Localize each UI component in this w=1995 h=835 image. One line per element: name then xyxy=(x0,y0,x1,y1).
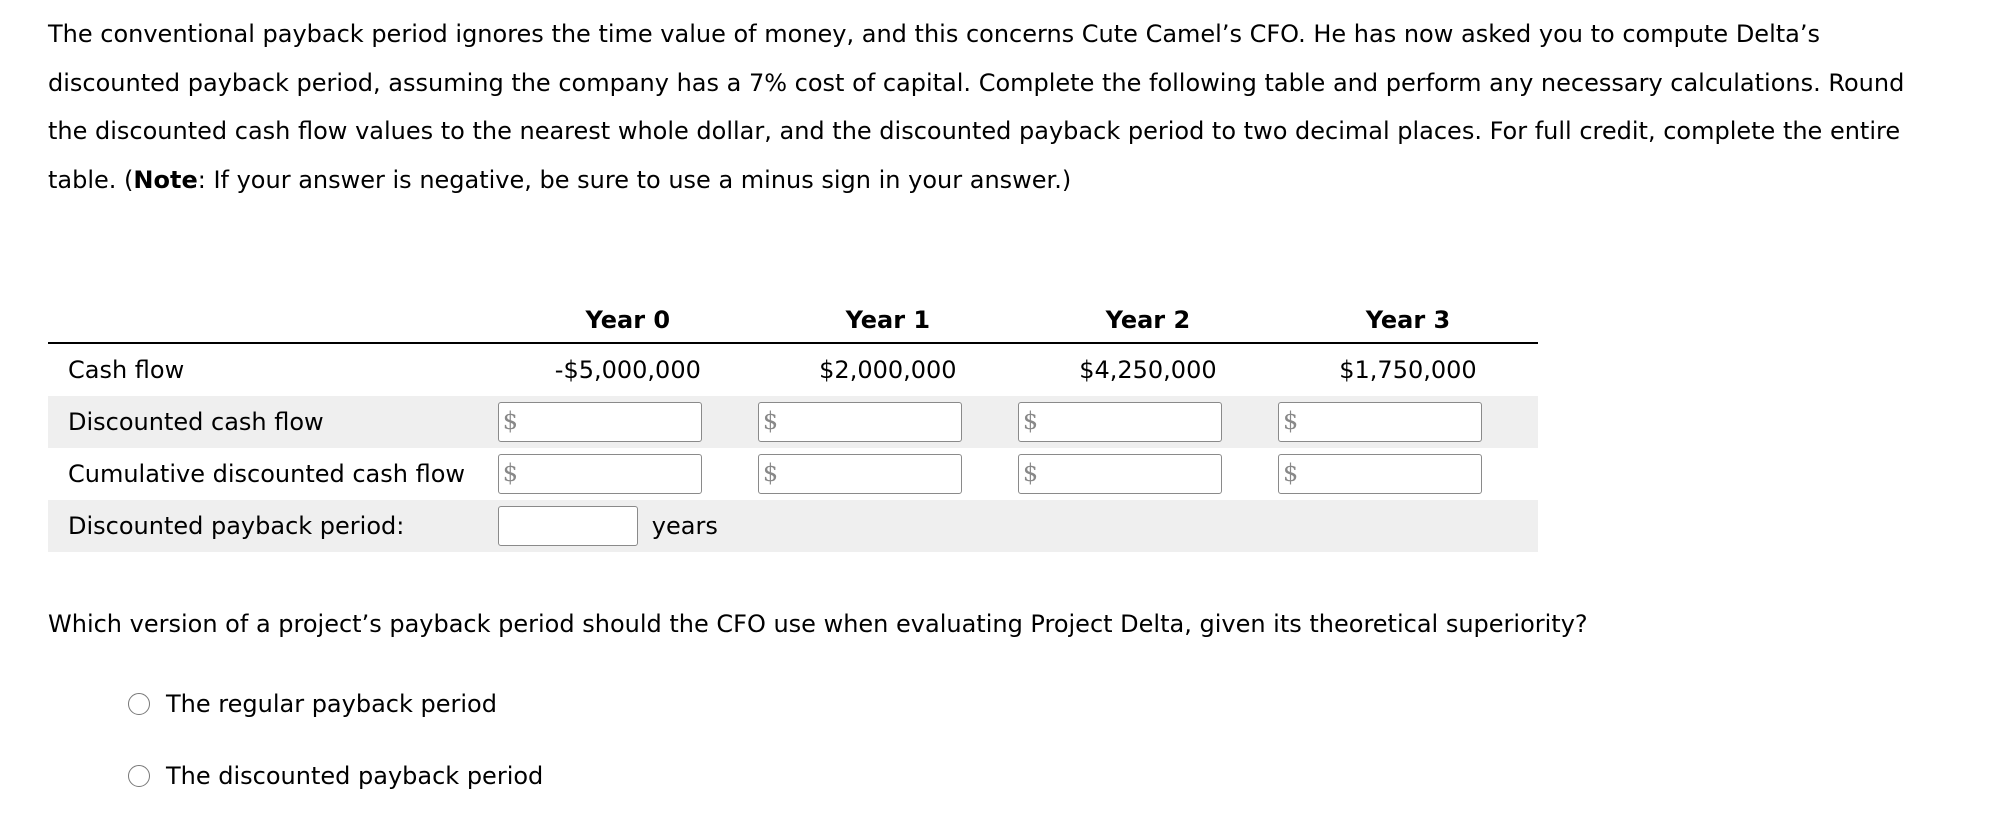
payback-period-row xyxy=(48,500,1538,552)
discounted-cf-year-0-input[interactable] xyxy=(498,402,702,442)
cumulative-cash-flow-row xyxy=(48,448,1538,500)
note-bold: Note xyxy=(133,165,198,194)
header-year-1: Year 1 xyxy=(758,298,1018,343)
instructions-text-1: The conventional payback period ignores the time value of money, and this concerns Cute Camel’s CFO. He has now asked you to compute Delta’s discounted payback period, assuming the company has a 7% cost of capital. Complete the following table and perform any necessary calculations. Round the discounted cash flow values to the nearest whole dollar, and the discounted payback period to two decimal places. For full credit, complete the entire table. ( xyxy=(48,20,1905,194)
radio-button-regular[interactable] xyxy=(128,693,150,715)
dollar-sign: $ xyxy=(1282,459,1299,487)
question-text: Which version of a project’s payback period should the CFO use when evaluating Project Delta, given its theoretical superiority? xyxy=(48,610,1588,638)
discounted-cf-year-1-field[interactable] xyxy=(785,405,961,441)
discounted-cf-year-3-input[interactable] xyxy=(1278,402,1482,442)
instructions-text-2: : If your answer is negative, be sure to use a minus sign in your answer.) xyxy=(197,165,1072,194)
discounted-cf-year-1-input[interactable] xyxy=(758,402,962,442)
discounted-cf-year-2-field[interactable] xyxy=(1045,405,1221,441)
cumulative-year-2-input[interactable] xyxy=(1018,454,1222,494)
cash-flow-year-1: $2,000,000 xyxy=(819,356,957,384)
discounted-cf-year-0-field[interactable] xyxy=(525,405,701,441)
cumulative-year-0-field[interactable] xyxy=(525,457,701,493)
years-unit-label: years xyxy=(651,512,718,540)
option-discounted-label: The discounted payback period xyxy=(166,762,544,790)
discounted-cf-year-3-field[interactable] xyxy=(1305,405,1481,441)
option-regular-payback[interactable] xyxy=(128,690,497,718)
cash-flow-year-0: -$5,000,000 xyxy=(554,356,701,384)
cumulative-cash-flow-label: Cumulative discounted cash flow xyxy=(68,460,466,488)
discounted-cash-flow-table xyxy=(48,298,1538,552)
cash-flow-year-2: $4,250,000 xyxy=(1079,356,1217,384)
dollar-sign: $ xyxy=(1282,407,1299,435)
cumulative-year-3-field[interactable] xyxy=(1305,457,1481,493)
header-year-0: Year 0 xyxy=(498,298,758,343)
payback-period-input[interactable] xyxy=(498,506,638,546)
dollar-sign: $ xyxy=(502,407,519,435)
table-header-row xyxy=(48,298,1538,343)
discounted-cash-flow-label: Discounted cash flow xyxy=(48,396,498,448)
discounted-cf-year-2-input[interactable] xyxy=(1018,402,1222,442)
instructions-paragraph xyxy=(48,10,1948,204)
cumulative-year-2-field[interactable] xyxy=(1045,457,1221,493)
header-year-2: Year 2 xyxy=(1018,298,1278,343)
cumulative-year-1-field[interactable] xyxy=(785,457,961,493)
cumulative-year-3-input[interactable] xyxy=(1278,454,1482,494)
cumulative-year-0-input[interactable] xyxy=(498,454,702,494)
cumulative-year-1-input[interactable] xyxy=(758,454,962,494)
radio-button-discounted[interactable] xyxy=(128,765,150,787)
option-regular-label: The regular payback period xyxy=(166,690,497,718)
dollar-sign: $ xyxy=(762,407,779,435)
dollar-sign: $ xyxy=(762,459,779,487)
option-discounted-payback[interactable] xyxy=(128,762,543,790)
header-year-3: Year 3 xyxy=(1278,298,1538,343)
payback-period-label: Discounted payback period: xyxy=(48,500,498,552)
dollar-sign: $ xyxy=(502,459,519,487)
dollar-sign: $ xyxy=(1022,407,1039,435)
cash-flow-label: Cash flow xyxy=(68,356,185,384)
discounted-cash-flow-row xyxy=(48,396,1538,448)
header-blank xyxy=(48,298,498,343)
cash-flow-row xyxy=(48,343,1538,396)
cash-flow-year-3: $1,750,000 xyxy=(1339,356,1477,384)
dollar-sign: $ xyxy=(1022,459,1039,487)
